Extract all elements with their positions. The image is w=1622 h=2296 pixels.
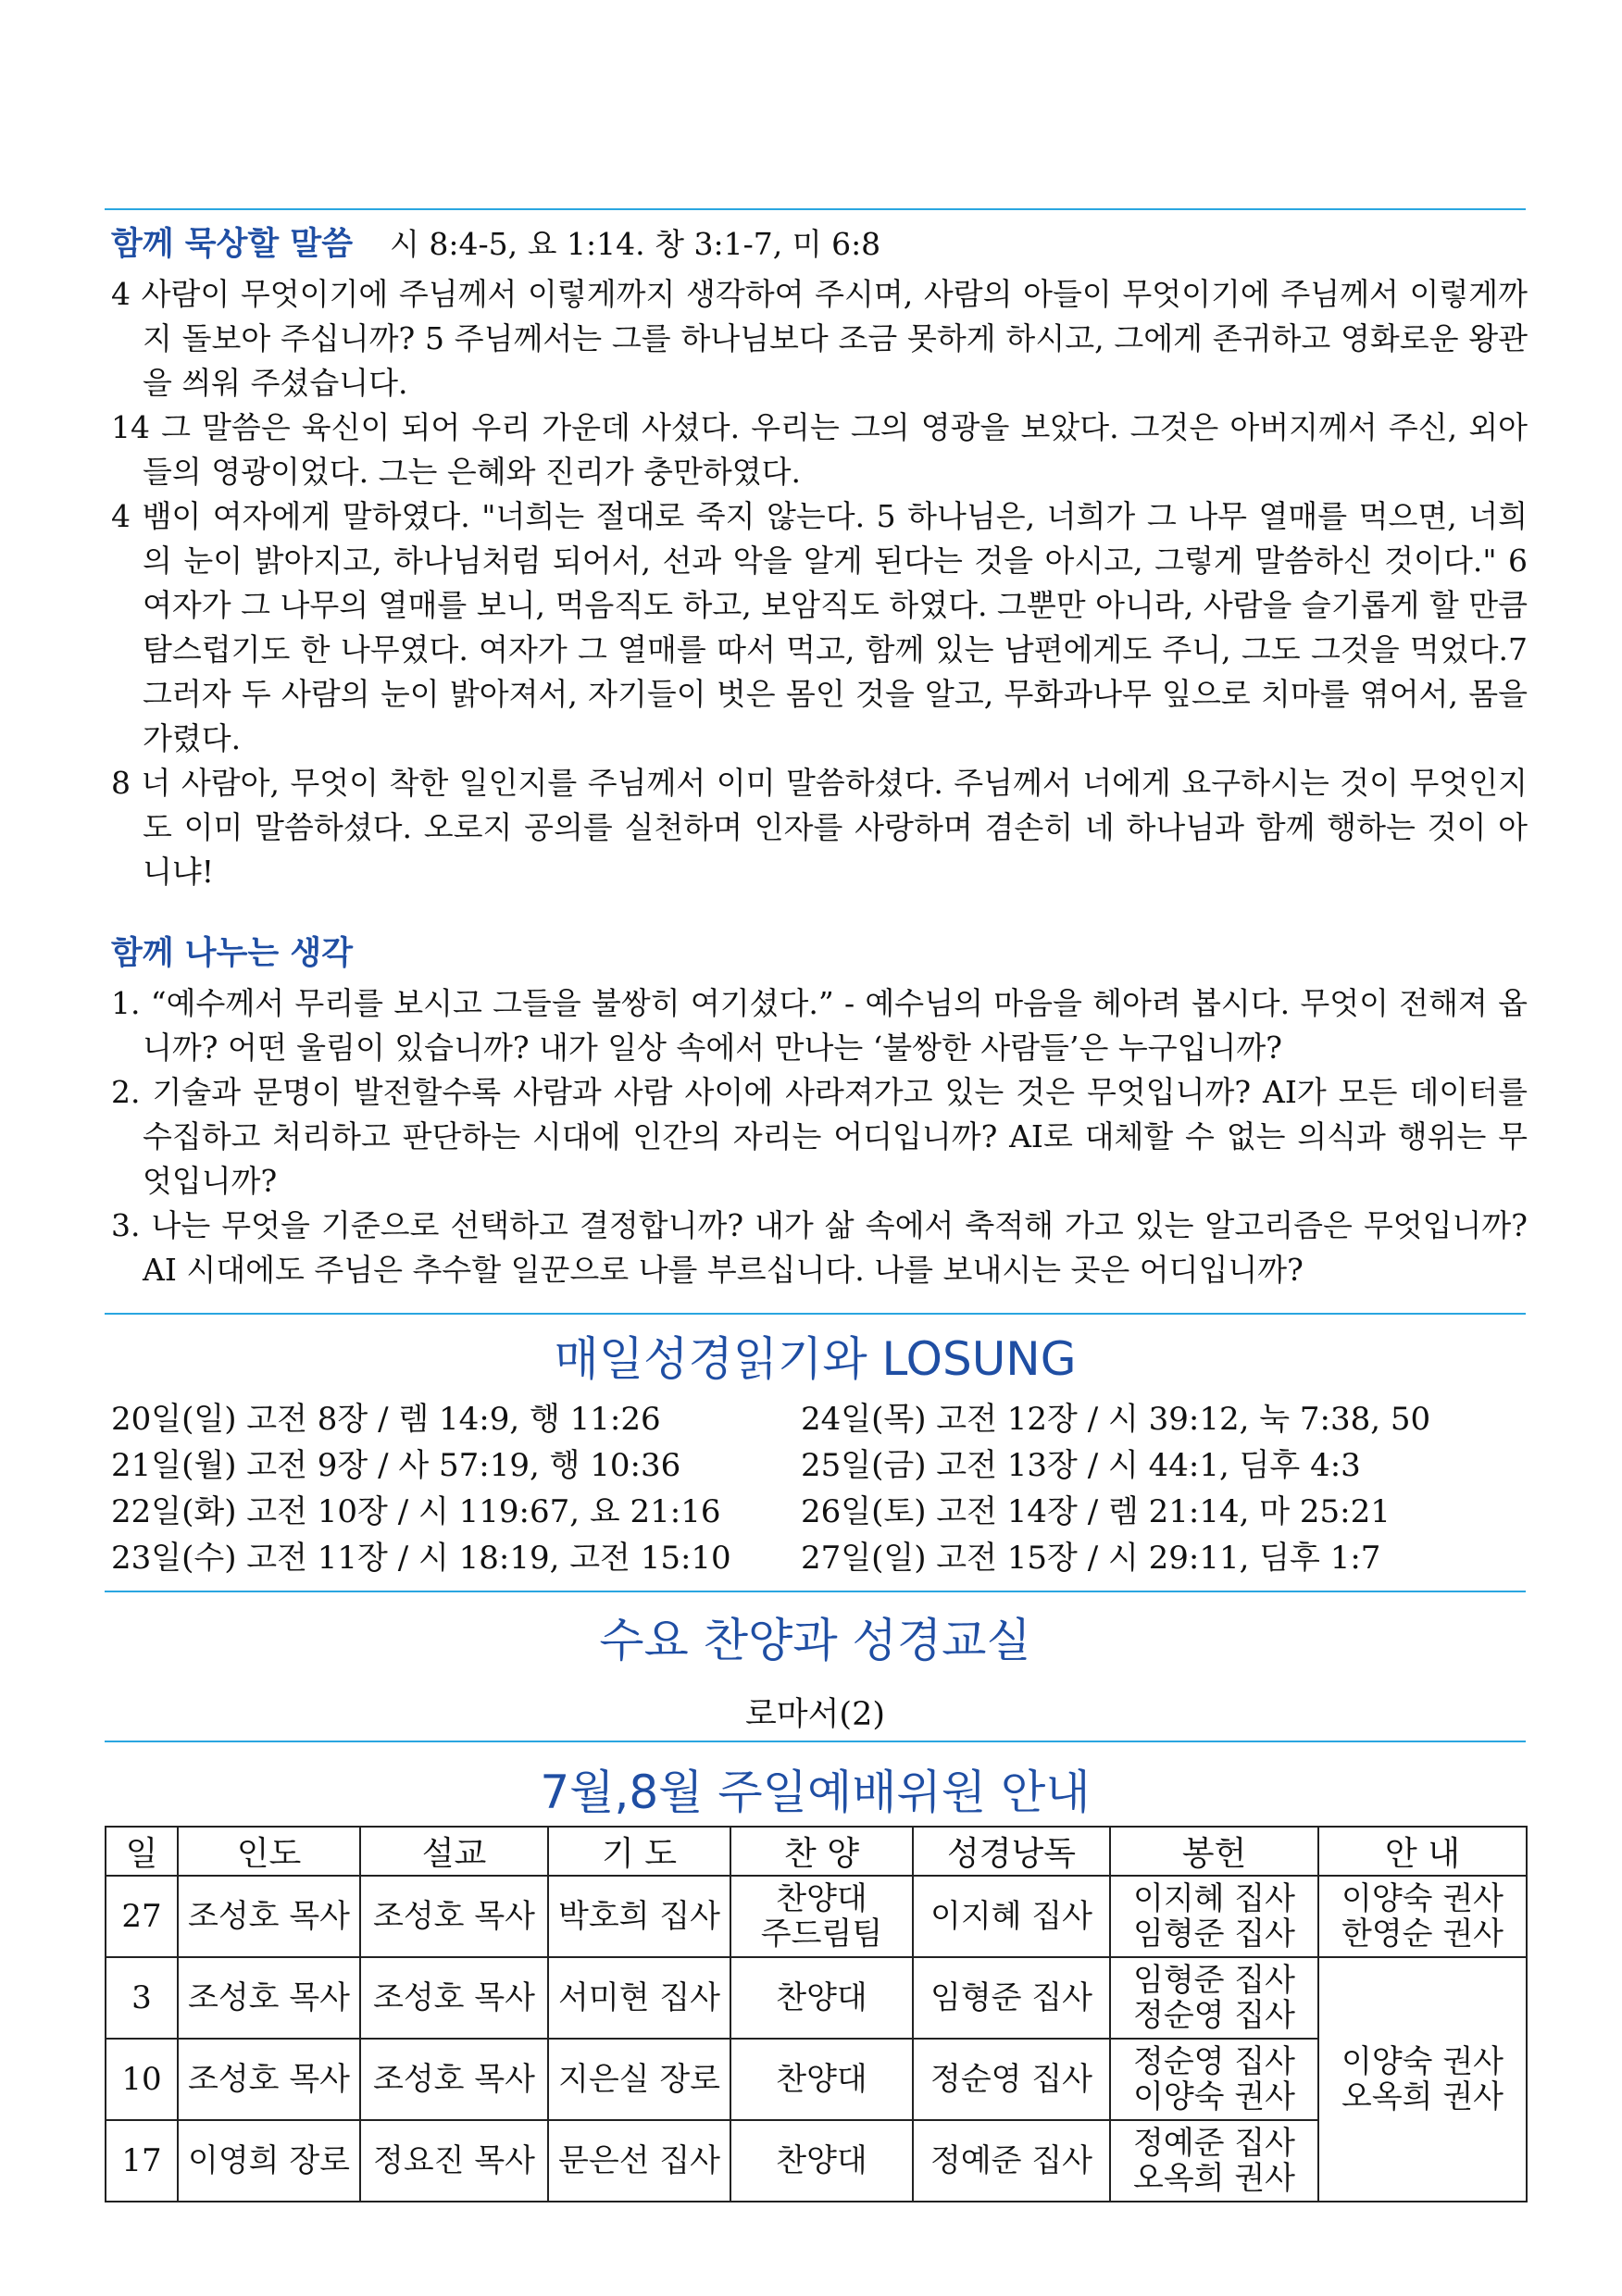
cell-offering-line: 이양숙 권사 — [1132, 2078, 1296, 2115]
meditation-references: 시 8:4-5, 요 1:14. 창 3:1-7, 미 6:8 — [390, 226, 881, 262]
cell-offering-line: 이지혜 집사 — [1132, 1880, 1296, 1917]
sharing-heading: 함께 나누는 생각 — [111, 935, 354, 972]
cell-reading: 이지혜 집사 — [913, 1876, 1110, 1957]
reading-item: 25일(금) 고전 13장 / 시 44:1, 딤후 4:3 — [801, 1447, 1361, 1484]
reading-heading: 매일성경읽기와 LOSUNG — [554, 1332, 1077, 1386]
verse-micah: 8 너 사람아, 무엇이 착한 일인지를 주님께서 이미 말씀하셨다. 주님께서 너에게 요구하시는 것이 무엇인지도 이미 말씀하셨다. 오로지 공의를 실천하며 인자를 사랑하며 겸손히 네 하나님과 함께 행하는 것이 아니냐! — [111, 765, 1528, 890]
question-2: 2. 기술과 문명이 발전할수록 사람과 사람 사이에 사라져가고 있는 것은 무엇입니까? AI가 모든 데이터를 수집하고 처리하고 판단하는 시대에 인간의 자리는 어디입니까? AI로 대체할 수 없는 의식과 행위는 무엇입니까? — [111, 1074, 1528, 1199]
cell-praise-line: 주드림팀 — [760, 1915, 883, 1953]
cell-offering — [1110, 1876, 1318, 1957]
table-row — [106, 1957, 1527, 2039]
cell-sermon: 정요진 목사 — [360, 2120, 548, 2202]
table-header-row — [106, 1827, 1527, 1876]
verse-john: 14 그 말씀은 육신이 되어 우리 가운데 사셨다. 우리는 그의 영광을 보았다. 그것은 아버지께서 주신, 외아들의 영광이었다. 그는 은혜와 진리가 충만하였다. — [111, 409, 1528, 490]
reading-top-rule — [105, 1313, 1526, 1315]
cell-sermon: 조성호 목사 — [360, 1876, 548, 1957]
cell-offering-line: 오옥희 권사 — [1132, 2160, 1296, 2197]
col-header-lead: 인도 — [178, 1827, 360, 1876]
sharing-section — [111, 928, 1528, 1292]
cell-lead: 조성호 목사 — [178, 1957, 360, 2039]
cell-offering — [1110, 1957, 1318, 2039]
table-row — [106, 2120, 1527, 2202]
cell-praise: 찬양대 — [730, 1957, 913, 2039]
meditation-section — [111, 218, 1528, 894]
cell-prayer: 서미현 집사 — [548, 1957, 730, 2039]
cell-offering — [1110, 2039, 1318, 2120]
cell-day: 27 — [106, 1876, 178, 1957]
cell-day: 3 — [106, 1957, 178, 2039]
col-header-reading: 성경낭독 — [913, 1827, 1110, 1876]
reading-item: 20일(일) 고전 8장 / 렘 14:9, 행 11:26 — [111, 1401, 661, 1438]
cell-prayer: 박호희 집사 — [548, 1876, 730, 1957]
verse-genesis: 4 뱀이 여자에게 말하였다. "너희는 절대로 죽지 않는다. 5 하나님은, 너희가 그 나무 열매를 먹으면, 너희의 눈이 밝아지고, 하나님처럼 되어서, 선과 악을 알게 된다는 것을 아시고, 그렇게 말씀하신 것이다." 6 여자가 그 나무의 열매를 보니, 먹음직도 하고, 보암직도 하였다. 그뿐만 아니라, 사람을 슬기롭게 할 만큼 탐스럽기도 한 나무였다. 여자가 그 열매를 따서 먹고, 함께 있는 남편에게도 주니, 그도 그것을 먹었다.7 그러자 두 사람의 눈이 밝아져서, 자기들이 벗은 몸인 것을 알고, 무화과나무 잎으로 치마를 엮어서, 몸을 가렸다. — [111, 498, 1528, 756]
reading-column-right — [801, 1396, 1430, 1581]
cell-day: 17 — [106, 2120, 178, 2202]
cell-offering-line: 임형준 집사 — [1132, 1962, 1296, 1999]
cell-praise: 찬양대 — [730, 2039, 913, 2120]
cell-day: 10 — [106, 2039, 178, 2120]
cell-lead: 이영희 장로 — [178, 2120, 360, 2202]
table-row — [106, 2039, 1527, 2120]
verse-psalm: 4 사람이 무엇이기에 주님께서 이렇게까지 생각하여 주시며, 사람의 아들이 무엇이기에 주님께서 이렇게까지 돌보아 주십니까? 5 주님께서는 그를 하나님보다 조금 못하게 하시고, 그에게 존귀하고 영화로운 왕관을 씌워 주셨습니다. — [111, 276, 1528, 401]
question-1: 1. “예수께서 무리를 보시고 그들을 불쌍히 여기셨다.” - 예수님의 마음을 헤아려 봅시다. 무엇이 전해져 옵니까? 어떤 울림이 있습니까? 내가 일상 속에서 만나는 ‘불쌍한 사람들’은 누구입니까? — [111, 985, 1528, 1066]
duty-top-rule — [105, 1741, 1526, 1742]
col-header-prayer: 기 도 — [548, 1827, 730, 1876]
cell-prayer: 지은실 장로 — [548, 2039, 730, 2120]
daily-reading-schedule — [111, 1396, 1528, 1581]
reading-item: 23일(수) 고전 11장 / 시 18:19, 고전 15:10 — [111, 1540, 731, 1577]
reading-item: 21일(월) 고전 9장 / 사 57:19, 행 10:36 — [111, 1447, 681, 1484]
wednesday-heading: 수요 찬양과 성경교실 — [599, 1614, 1031, 1667]
cell-prayer: 문은선 집사 — [548, 2120, 730, 2202]
reading-item: 26일(토) 고전 14장 / 렘 21:14, 마 25:21 — [801, 1493, 1391, 1530]
reading-item: 24일(목) 고전 12장 / 시 39:12, 눅 7:38, 50 — [801, 1401, 1431, 1438]
duty-roster-table — [105, 1826, 1528, 2202]
cell-offering-line: 정순영 집사 — [1132, 2043, 1296, 2080]
cell-praise — [730, 1876, 913, 1957]
reading-item: 22일(화) 고전 10장 / 시 119:67, 요 21:16 — [111, 1493, 721, 1530]
cell-sermon: 조성호 목사 — [360, 2039, 548, 2120]
cell-offering-line: 정순영 집사 — [1132, 1997, 1296, 2034]
col-header-praise: 찬 양 — [730, 1827, 913, 1876]
cell-offering — [1110, 2120, 1318, 2202]
top-rule — [105, 208, 1526, 210]
cell-guide — [1318, 1876, 1527, 1957]
cell-guide-merged — [1318, 1957, 1527, 2202]
cell-offering-line: 정예준 집사 — [1132, 2125, 1296, 2162]
reading-item: 27일(일) 고전 15장 / 시 29:11, 딤후 1:7 — [801, 1540, 1381, 1577]
cell-reading: 정예준 집사 — [913, 2120, 1110, 2202]
cell-guide-line: 이양숙 권사 — [1341, 1880, 1504, 1917]
cell-reading: 정순영 집사 — [913, 2039, 1110, 2120]
duty-heading: 7월,8월 주일예배위원 안내 — [540, 1766, 1091, 1819]
col-header-day: 일 — [106, 1827, 178, 1876]
col-header-sermon: 설교 — [360, 1827, 548, 1876]
cell-guide-line: 한영순 권사 — [1341, 1915, 1504, 1953]
question-3: 3. 나는 무엇을 기준으로 선택하고 결정합니까? 내가 삶 속에서 축적해 가고 있는 알고리즘은 무엇입니까? AI 시대에도 주님은 추수할 일꾼으로 나를 부르십니다. 나를 보내시는 곳은 어디입니까? — [111, 1207, 1528, 1288]
cell-lead: 조성호 목사 — [178, 1876, 360, 1957]
cell-sermon: 조성호 목사 — [360, 1957, 548, 2039]
col-header-offering: 봉헌 — [1110, 1827, 1318, 1876]
cell-praise: 찬양대 — [730, 2120, 913, 2202]
cell-lead: 조성호 목사 — [178, 2039, 360, 2120]
wednesday-top-rule — [105, 1591, 1526, 1592]
meditation-title-line — [111, 218, 1528, 272]
cell-praise-line: 찬양대 — [776, 1880, 867, 1917]
cell-reading: 임형준 집사 — [913, 1957, 1110, 2039]
cell-offering-line: 임형준 집사 — [1132, 1915, 1296, 1953]
cell-guide-line: 이양숙 권사 — [1341, 2043, 1504, 2080]
wednesday-subtitle: 로마서(2) — [744, 1696, 885, 1733]
cell-guide-line: 오옥희 권사 — [1341, 2078, 1504, 2115]
reading-column-left — [111, 1396, 801, 1581]
table-row — [106, 1876, 1527, 1957]
meditation-heading: 함께 묵상할 말씀 — [111, 226, 354, 263]
col-header-guide: 안 내 — [1318, 1827, 1527, 1876]
